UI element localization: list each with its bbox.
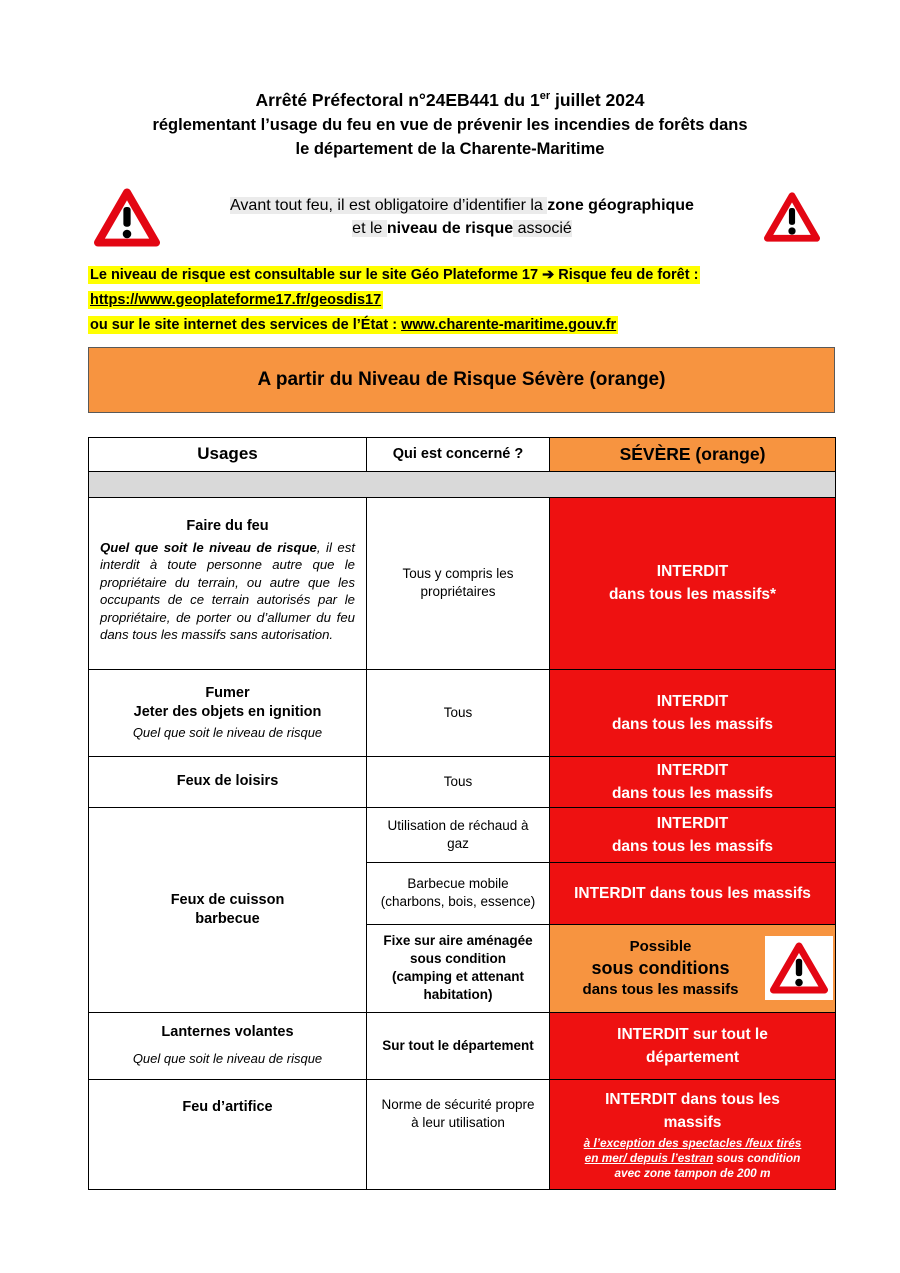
gouv-link-prefix: ou sur le site internet des services de l’État : — [90, 316, 402, 333]
warning-triangle-box — [765, 936, 833, 1000]
usage-title: Feu d’artifice — [182, 1098, 273, 1115]
status-line1: INTERDIT — [656, 814, 729, 832]
usage-title2: Jeter des objets en ignition — [133, 703, 322, 720]
status-cell-interdit — [550, 497, 836, 669]
warning-triangle-icon — [770, 941, 828, 995]
title-part1: Arrêté Préfectoral n°24EB441 du 1 — [255, 89, 540, 110]
status-cell-interdit — [550, 756, 836, 807]
status-cell-interdit: INTERDIT sur tout le département — [550, 1012, 836, 1079]
warning-bold-zone: zone géographique — [547, 197, 694, 215]
usage-cell-feu-artifice — [89, 1079, 367, 1189]
concerned-cell: Utilisation de réchaud à gaz — [367, 807, 550, 862]
exception-underlined: à l’exception des spectacles /feux tirés en mer/ depuis l’estran — [583, 1135, 802, 1165]
concerned-cell: Tous — [367, 756, 550, 807]
gouv-link[interactable]: www.charente-maritime.gouv.fr — [401, 316, 617, 333]
usage-title: Feux de loisirs — [176, 773, 279, 790]
status-line1: INTERDIT — [656, 692, 729, 710]
usage-title: Lanternes volantes — [161, 1024, 294, 1041]
table-row-fumer — [89, 669, 836, 756]
usage-cell-feux-loisirs — [89, 756, 367, 807]
separator-cell — [89, 471, 836, 497]
title-part2: juillet 2024 — [550, 89, 645, 110]
warning-text — [160, 194, 764, 240]
status-line2: dans tous les massifs — [611, 837, 774, 855]
warning-triangle-icon — [94, 187, 160, 248]
rules-table — [88, 437, 836, 1190]
status-cell-interdit — [550, 1079, 836, 1189]
table-row-rechaud — [89, 807, 836, 862]
usage-description — [91, 536, 364, 650]
warning-text-after: associé — [513, 220, 572, 238]
status-line2: dans tous les massifs — [611, 784, 774, 802]
concerned-cell: Barbecue mobile (charbons, bois, essence) — [367, 862, 550, 924]
possible-line2: sous conditions — [591, 957, 730, 978]
possible-line1: Possible — [629, 937, 692, 955]
document-subtitle-line1: réglementant l’usage du feu en vue de prévenir les incendies de forêts dans — [152, 115, 748, 134]
col-header-usages: Usages — [89, 437, 367, 471]
table-row-feu-artifice — [89, 1079, 836, 1189]
col-header-severe: SÉVÈRE (orange) — [550, 437, 836, 471]
usage-title: Faire du feu — [186, 517, 269, 534]
status-line1: INTERDIT — [656, 761, 729, 779]
usage-cell-feux-cuisson — [89, 807, 367, 1012]
usage-desc-bold: Quel que soit le niveau de risque — [100, 539, 317, 555]
risk-info-line3 — [88, 313, 835, 338]
status-exception — [578, 1136, 807, 1181]
table-header-row — [89, 437, 836, 471]
warning-line1 — [168, 194, 756, 217]
concerned-cell: Tous — [367, 669, 550, 756]
warning-text-before: Avant tout feu, il est obligatoire d’identifier la — [230, 197, 548, 215]
usage-cell-lanternes — [89, 1012, 367, 1079]
status-line2: dans tous les massifs* — [608, 586, 777, 604]
document-header — [0, 0, 900, 161]
risk-info-text: Le niveau de risque est consultable sur le site Géo Plateforme 17 ➔ Risque feu de forêt : — [90, 266, 699, 283]
table-row-feux-loisirs — [89, 756, 836, 807]
title-superscript: er — [539, 90, 551, 102]
usage-cell-faire-du-feu — [89, 497, 367, 669]
usage-title2: barbecue — [195, 910, 260, 927]
usage-title: Fumer — [205, 684, 250, 701]
concerned-cell: Fixe sur aire aménagée sous condition (camping et attenant habitation) — [367, 924, 550, 1012]
usage-subtitle: Quel que soit le niveau de risque — [132, 1051, 323, 1067]
usage-title: Feux de cuisson — [170, 891, 285, 908]
status-line1: INTERDIT — [656, 563, 729, 581]
concerned-cell: Tous y compris les propriétaires — [367, 497, 550, 669]
risk-info-line2 — [88, 288, 835, 313]
concerned-cell: Norme de sécurité propre à leur utilisation — [367, 1079, 550, 1189]
warning-triangle-icon — [764, 191, 820, 243]
warning-line2 — [168, 217, 756, 240]
status-cell-interdit — [550, 669, 836, 756]
status-cell-interdit: INTERDIT dans tous les massifs — [550, 862, 836, 924]
warning-banner — [0, 187, 900, 248]
possible-line3: dans tous les massifs — [582, 980, 739, 998]
separator-row — [89, 471, 836, 497]
geoplateforme-link[interactable]: https://www.geoplateforme17.fr/geosdis17 — [90, 291, 382, 308]
warning-bold-niveau: niveau de risque — [386, 220, 514, 238]
status-cell-possible — [550, 924, 836, 1012]
usage-cell-fumer — [89, 669, 367, 756]
table-row-faire-du-feu — [89, 497, 836, 669]
risk-info-block — [88, 263, 835, 338]
status-text: INTERDIT dans tous les massifs — [605, 1090, 780, 1131]
concerned-cell: Sur tout le département — [367, 1012, 550, 1079]
status-cell-interdit — [550, 807, 836, 862]
warning-text-middle: et le — [352, 220, 387, 238]
usage-subtitle: Quel que soit le niveau de risque — [132, 724, 323, 740]
usage-desc-rest: , il est interdit à toute personne autre que le propriétaire du terrain, ou autre que les occupants de ce terrain autorisés par le propriétaire, de porter ou d’allumer du feu dans tous les massifs sans autorisation. — [100, 539, 355, 643]
document-subtitle-line2: le département de la Charente-Maritime — [295, 139, 605, 158]
risk-info-line1 — [88, 263, 835, 288]
table-row-lanternes — [89, 1012, 836, 1079]
status-line2: dans tous les massifs — [611, 715, 774, 733]
severity-banner: A partir du Niveau de Risque Sévère (orange) — [88, 347, 835, 413]
exception-rest: sous condition avec zone tampon de 200 m — [614, 1150, 801, 1180]
col-header-concerned: Qui est concerné ? — [367, 437, 550, 471]
document-title — [0, 84, 900, 113]
